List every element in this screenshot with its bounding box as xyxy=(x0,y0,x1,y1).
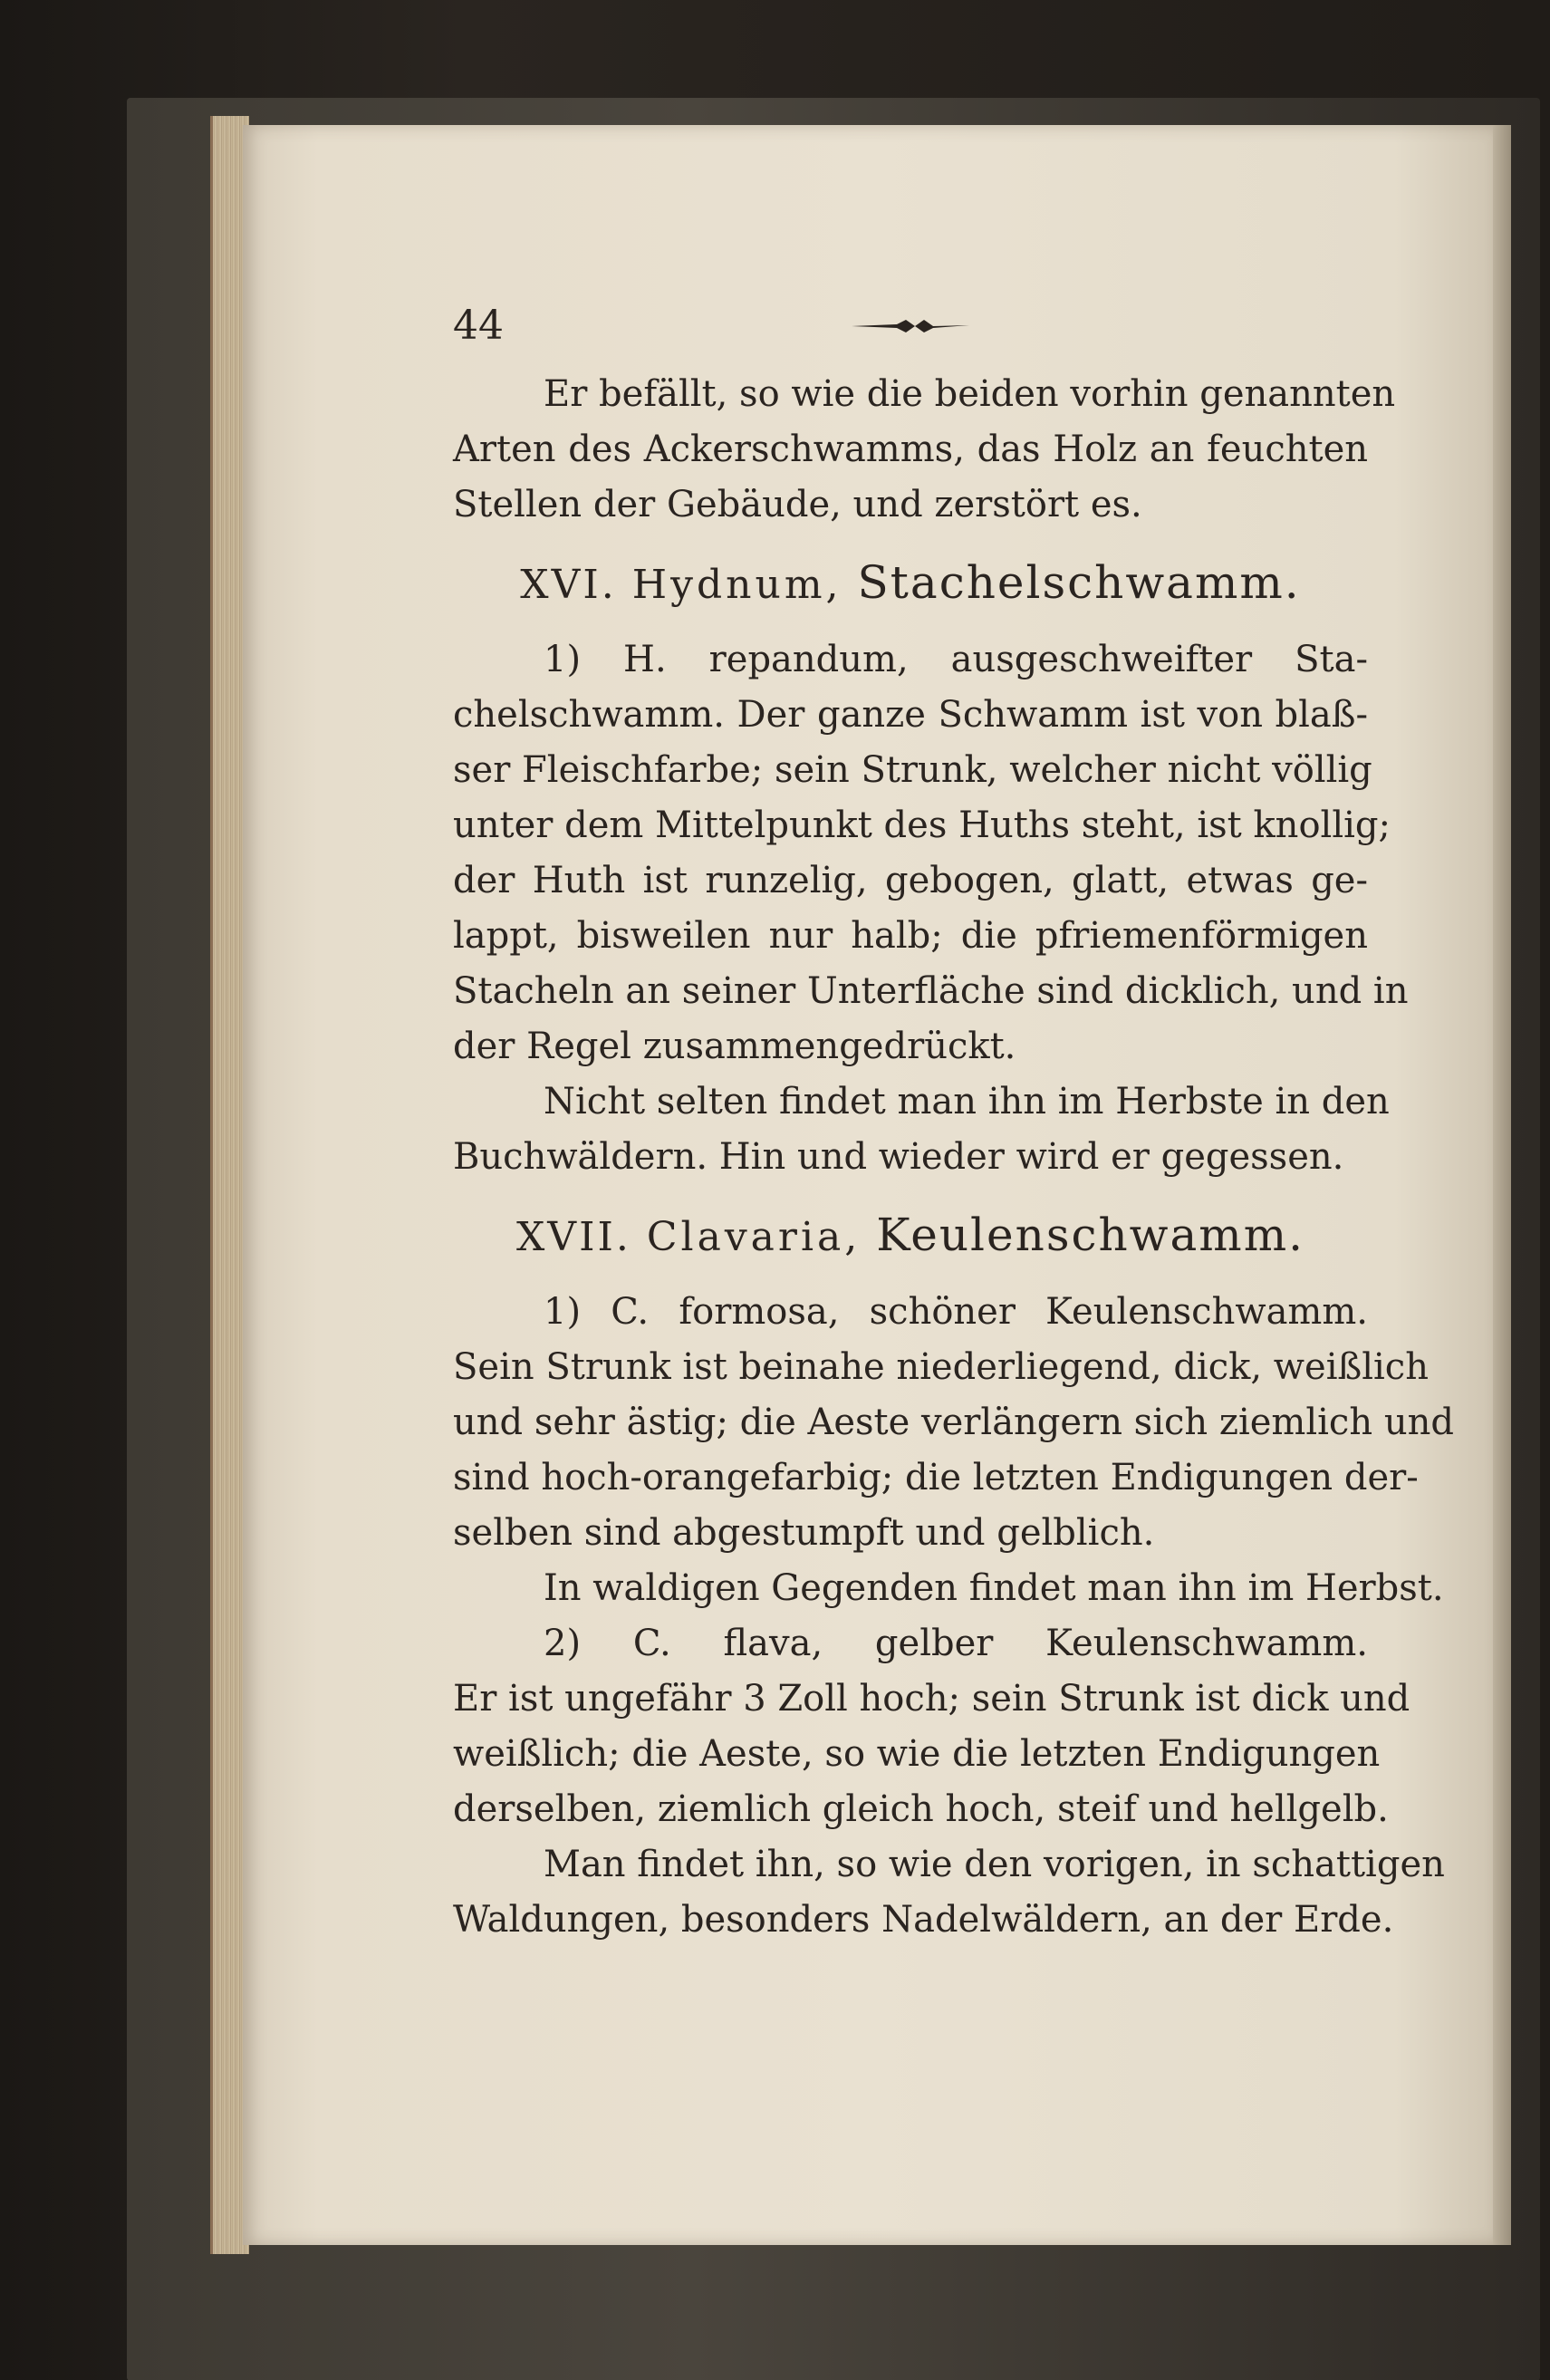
text-line: Stacheln an seiner Unterfläche sind dicklich, und in xyxy=(453,970,1409,1012)
text-line: Stellen der Gebäude, und zerstört es. xyxy=(453,484,1142,525)
paragraph-7 xyxy=(453,1837,1445,1948)
paragraph-5 xyxy=(453,1561,1444,1616)
text-line: unter dem Mittelpunkt des Huths steht, ist knollig; xyxy=(453,805,1391,846)
text-line: sind hoch-orangefarbig; die letzten Endigungen der- xyxy=(453,1457,1419,1498)
page-text xyxy=(453,299,1454,1948)
section-german-name: Stachelschwamm. xyxy=(857,556,1301,609)
text-line: und sehr ästig; die Aeste verlängern sich ziemlich und xyxy=(453,1402,1454,1443)
section-latin-name: Hydnum, xyxy=(631,562,842,608)
text-line: Arten des Ackerschwamms, das Holz an feuchten xyxy=(453,429,1368,470)
text-line: Sein Strunk ist beinahe niederliegend, dick, weißlich xyxy=(453,1346,1429,1388)
text-line: Waldungen, besonders Nadelwäldern, an der Erde. xyxy=(453,1899,1394,1941)
page-header xyxy=(453,299,1368,367)
text-line: Nicht selten findet man ihn im Herbste in den xyxy=(544,1081,1390,1123)
paragraph-1 xyxy=(453,367,1396,533)
text-line: weißlich; die Aeste, so wie die letzten Endigungen xyxy=(453,1733,1381,1775)
paragraph-4 xyxy=(453,1285,1454,1561)
page-right-edge xyxy=(1493,125,1511,2245)
text-line: ser Fleischfarbe; sein Strunk, welcher nicht völlig xyxy=(453,749,1372,791)
paragraph-3 xyxy=(453,1074,1390,1185)
text-line: Man findet ihn, so wie den vorigen, in schattigen xyxy=(544,1844,1445,1885)
section-latin-name: Clavaria, xyxy=(646,1214,862,1260)
paragraph-2 xyxy=(453,632,1409,1074)
text-line: selben sind abgestumpft und gelblich. xyxy=(453,1512,1155,1554)
text-line: der Huth ist runzelig, gebogen, glatt, etwas ge- xyxy=(453,860,1368,901)
section-heading-hydnum xyxy=(453,533,1368,632)
text-line: 1) C. formosa, schöner Keulenschwamm. xyxy=(544,1291,1368,1333)
section-heading-clavaria xyxy=(453,1185,1368,1285)
text-line: Er ist ungefähr 3 Zoll hoch; sein Strunk ist dick und xyxy=(453,1678,1410,1720)
text-line: chelschwamm. Der ganze Schwamm ist von blaß- xyxy=(453,694,1368,736)
paragraph-6 xyxy=(453,1616,1410,1837)
ornament-dash-icon xyxy=(852,315,969,337)
text-line: derselben, ziemlich gleich hoch, steif und hellgelb. xyxy=(453,1788,1389,1830)
text-line: 2) C. flava, gelber Keulenschwamm. xyxy=(544,1623,1368,1664)
text-line: 1) H. repandum, ausgeschweifter Sta- xyxy=(544,639,1368,680)
text-line: In waldigen Gegenden findet man ihn im Herbst. xyxy=(544,1567,1444,1609)
section-numeral: XVII. xyxy=(515,1214,631,1260)
section-numeral: XVI. xyxy=(520,562,617,608)
text-line: lappt, bisweilen nur halb; die pfriemenförmigen xyxy=(453,915,1368,957)
section-german-name: Keulenschwamm. xyxy=(876,1209,1305,1261)
text-line: Er befällt, so wie die beiden vorhin genannten xyxy=(544,373,1396,415)
text-line: Buchwäldern. Hin und wieder wird er gegessen. xyxy=(453,1136,1344,1178)
page-number: 44 xyxy=(453,303,504,349)
text-line: der Regel zusammengedrückt. xyxy=(453,1026,1016,1067)
